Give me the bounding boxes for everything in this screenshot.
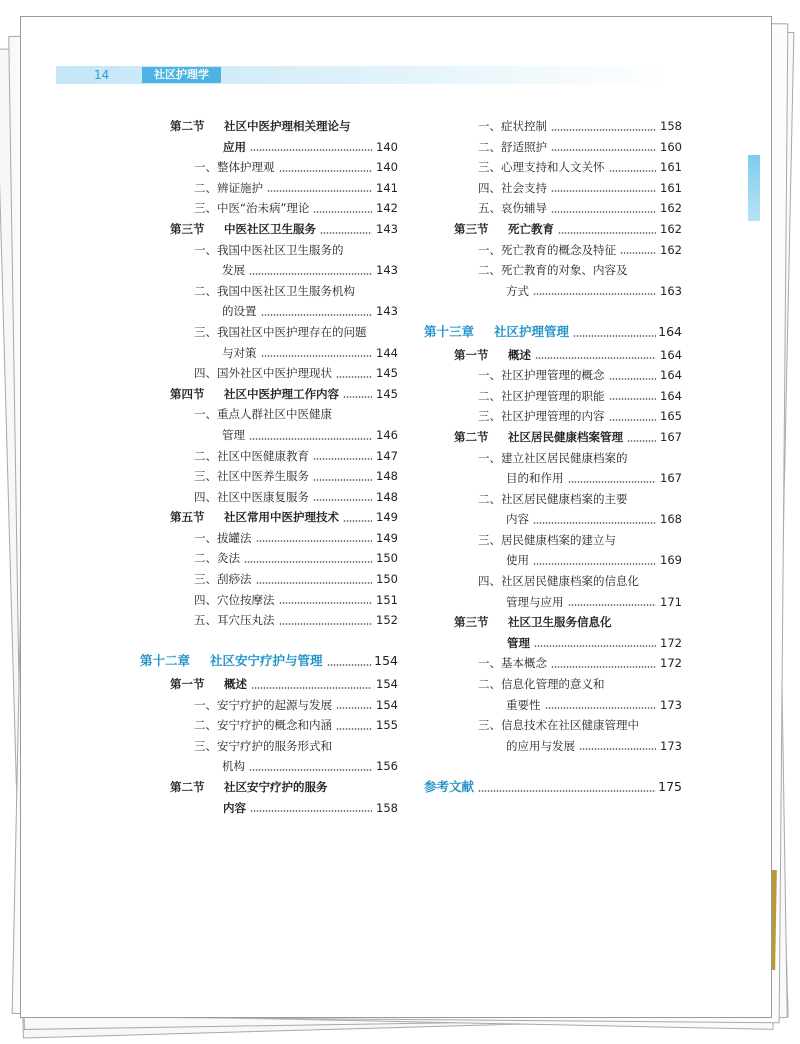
toc-entry-label: 使用	[506, 553, 529, 568]
toc-entry-number: 第一节	[454, 347, 489, 362]
toc-item-entry-continued[interactable]	[424, 281, 682, 302]
toc-page-number: 162	[658, 219, 682, 240]
toc-entry-number: 第二节	[454, 429, 489, 444]
toc-entry-number: 第十三章	[424, 323, 475, 339]
toc-section-entry-continued[interactable]	[140, 798, 398, 819]
toc-item-entry[interactable]	[424, 653, 682, 674]
toc-page-number: 162	[658, 198, 682, 219]
toc-item-entry-continued[interactable]	[140, 301, 398, 322]
toc-leader-dots	[256, 540, 372, 542]
toc-leader-dots	[320, 232, 372, 234]
toc-section-entry[interactable]	[424, 219, 682, 240]
toc-entry-number: 第三节	[454, 615, 489, 630]
toc-item-entry-continued[interactable]	[424, 550, 682, 571]
toc-page-number: 145	[374, 363, 398, 384]
toc-entry-label: 参考文献	[424, 779, 475, 794]
toc-page-number: 143	[374, 219, 398, 240]
toc-leader-dots	[313, 211, 372, 213]
toc-page-number: 148	[374, 487, 398, 508]
toc-section-entry-continued[interactable]	[424, 633, 682, 654]
toc-item-entry[interactable]	[140, 178, 398, 199]
toc-page-number: 171	[658, 592, 682, 613]
toc-leader-dots	[551, 666, 656, 668]
toc-page-number: 144	[374, 343, 398, 364]
toc-page-number: 152	[374, 610, 398, 631]
toc-leader-dots	[261, 355, 372, 357]
toc-entry-label: 社区常用中医护理技术	[224, 510, 339, 525]
toc-leader-dots	[533, 522, 656, 524]
toc-entry-label: 四、社区中医康复服务	[194, 489, 309, 504]
toc-leader-dots	[551, 149, 656, 151]
toc-page-number: 154	[372, 651, 398, 672]
toc-entry-label: 四、社区居民健康档案的信息化	[478, 574, 639, 589]
toc-item-entry[interactable]	[140, 322, 398, 343]
thumb-index-tab	[748, 155, 760, 221]
toc-page-number: 150	[374, 548, 398, 569]
toc-page-number: 155	[374, 715, 398, 736]
toc-leader-dots	[609, 170, 656, 172]
toc-leader-dots	[249, 769, 372, 771]
toc-page-number: 141	[374, 178, 398, 199]
toc-page-number: 149	[374, 507, 398, 528]
toc-entry-label: 社区中医护理工作内容	[224, 386, 339, 401]
toc-leader-dots	[609, 419, 656, 421]
toc-entry-label: 社区卫生服务信息化	[508, 615, 612, 630]
toc-leader-dots	[534, 645, 656, 647]
toc-leader-dots	[609, 378, 656, 380]
toc-entry-label: 五、耳穴压丸法	[194, 613, 275, 628]
toc-leader-dots	[535, 357, 656, 359]
toc-page-number: 161	[658, 157, 682, 178]
toc-entry-label: 社区中医护理相关理论与	[224, 119, 351, 133]
toc-entry-label: 概述	[224, 677, 247, 692]
toc-leader-dots	[551, 129, 656, 131]
toc-entry-label: 的应用与发展	[506, 738, 575, 753]
toc-page-number: 149	[374, 528, 398, 549]
toc-leader-dots	[609, 398, 656, 400]
toc-entry-label: 一、基本概念	[478, 656, 547, 671]
toc-section-entry[interactable]	[140, 507, 398, 528]
toc-leader-dots	[343, 396, 372, 398]
toc-item-entry[interactable]	[140, 240, 398, 261]
toc-entry-label: 二、舒适照护	[478, 139, 547, 154]
toc-page-number: 145	[374, 384, 398, 405]
toc-chapter-entry[interactable]	[424, 322, 682, 343]
toc-leader-dots	[313, 499, 372, 501]
toc-entry-number: 第五节	[170, 510, 205, 525]
toc-leader-dots	[313, 479, 372, 481]
toc-chapter-entry[interactable]	[140, 651, 398, 672]
toc-section-entry[interactable]	[424, 345, 682, 366]
toc-page-number: 168	[658, 509, 682, 530]
toc-page-number: 164	[656, 322, 682, 343]
toc-item-entry[interactable]	[140, 548, 398, 569]
toc-entry-label: 一、建立社区居民健康档案的	[478, 450, 628, 465]
toc-entry-label: 社区居民健康档案管理	[508, 429, 623, 444]
toc-leader-dots	[256, 582, 372, 584]
toc-item-entry[interactable]	[140, 695, 398, 716]
toc-item-entry[interactable]	[140, 198, 398, 219]
toc-leader-dots	[336, 376, 372, 378]
toc-entry-label: 概述	[508, 347, 531, 362]
toc-item-entry[interactable]	[424, 157, 682, 178]
toc-item-entry-continued[interactable]	[140, 425, 398, 446]
toc-entry-label: 二、死亡教育的对象、内容及	[478, 263, 628, 278]
toc-page-number: 142	[374, 198, 398, 219]
toc-item-entry[interactable]	[424, 386, 682, 407]
toc-leader-dots	[249, 438, 372, 440]
toc-entry-label: 一、拔罐法	[194, 530, 252, 545]
toc-page-number: 167	[658, 427, 682, 448]
toc-page-number: 154	[374, 695, 398, 716]
toc-page-number: 156	[374, 756, 398, 777]
toc-entry-label: 与对策	[222, 345, 257, 360]
toc-page-number: 160	[658, 137, 682, 158]
toc-leader-dots	[336, 707, 372, 709]
toc-section-entry[interactable]	[140, 384, 398, 405]
toc-entry-label: 管理	[222, 427, 245, 442]
toc-item-entry[interactable]	[140, 569, 398, 590]
toc-page-number: 143	[374, 260, 398, 281]
toc-item-entry-continued[interactable]	[140, 756, 398, 777]
toc-page-number: 173	[658, 695, 682, 716]
toc-entry-label: 三、刮痧法	[194, 572, 252, 587]
toc-item-entry[interactable]	[140, 157, 398, 178]
toc-entry-number: 第十二章	[140, 653, 191, 669]
toc-item-entry-continued[interactable]	[424, 468, 682, 489]
toc-section-entry[interactable]	[424, 612, 682, 633]
toc-item-entry[interactable]	[140, 590, 398, 611]
toc-page-number: 163	[658, 281, 682, 302]
toc-item-entry[interactable]	[424, 406, 682, 427]
toc-item-entry[interactable]	[140, 281, 398, 302]
toc-entry-label: 中医社区卫生服务	[224, 221, 316, 236]
toc-item-entry[interactable]	[424, 198, 682, 219]
toc-item-entry[interactable]	[140, 363, 398, 384]
toc-page-number: 162	[658, 240, 682, 261]
toc-entry-label: 一、重点人群社区中医健康	[194, 407, 332, 422]
toc-entry-label: 一、症状控制	[478, 119, 547, 133]
toc-entry-label: 二、辨证施护	[194, 180, 263, 195]
toc-page-number: 140	[374, 157, 398, 178]
toc-entry-label: 二、信息化管理的意义和	[478, 677, 605, 692]
toc-item-entry[interactable]	[424, 571, 682, 592]
toc-entry-label: 五、哀伤辅导	[478, 201, 547, 216]
toc-entry-label: 二、我国中医社区卫生服务机构	[194, 283, 355, 298]
toc-item-entry[interactable]	[424, 178, 682, 199]
toc-entry-label: 应用	[223, 139, 246, 154]
toc-entry-number: 第二节	[170, 780, 205, 794]
toc-entry-label: 方式	[506, 283, 529, 298]
toc-page-number: 169	[658, 550, 682, 571]
toc-item-entry[interactable]	[140, 466, 398, 487]
toc-entry-number: 第三节	[170, 221, 205, 236]
toc-entry-label: 二、社区中医健康教育	[194, 448, 309, 463]
toc-entry-label: 死亡教育	[508, 221, 554, 236]
toc-leader-dots	[336, 728, 372, 730]
toc-item-entry[interactable]	[140, 404, 398, 425]
toc-chapter-entry[interactable]	[424, 777, 682, 798]
toc-page-number: 167	[658, 468, 682, 489]
toc-page-number: 173	[658, 736, 682, 757]
toc-item-entry-continued[interactable]	[424, 509, 682, 530]
toc-page-number: 161	[658, 178, 682, 199]
toc-leader-dots	[244, 561, 372, 563]
toc-page-number: 146	[374, 425, 398, 446]
toc-entry-label: 二、灸法	[194, 551, 240, 566]
toc-page-number: 164	[658, 365, 682, 386]
toc-item-entry[interactable]	[140, 446, 398, 467]
toc-entry-label: 一、死亡教育的概念及特征	[478, 242, 616, 257]
toc-entry-label: 三、社区护理管理的内容	[478, 409, 605, 424]
toc-leader-dots	[545, 707, 656, 709]
toc-page-number: 175	[656, 777, 682, 798]
toc-entry-label: 二、社区护理管理的职能	[478, 388, 605, 403]
toc-page-number: 164	[658, 345, 682, 366]
toc-leader-dots	[267, 190, 372, 192]
toc-leader-dots	[551, 190, 656, 192]
toc-section-entry[interactable]	[140, 777, 398, 798]
toc-entry-label: 的设置	[222, 304, 257, 319]
toc-item-entry-continued[interactable]	[424, 736, 682, 757]
toc-item-entry[interactable]	[140, 487, 398, 508]
toc-leader-dots	[568, 604, 656, 606]
toc-entry-label: 目的和作用	[506, 471, 564, 486]
toc-page-number: 158	[374, 798, 398, 819]
toc-entry-label: 机构	[222, 759, 245, 774]
toc-entry-label: 一、社区护理管理的概念	[478, 368, 605, 383]
toc-page-number: 150	[374, 569, 398, 590]
toc-item-entry[interactable]	[424, 448, 682, 469]
toc-entry-label: 三、中医“治未病”理论	[194, 201, 310, 216]
toc-page-number: 154	[374, 674, 398, 695]
toc-page-number: 143	[374, 301, 398, 322]
toc-section-entry[interactable]	[424, 427, 682, 448]
toc-item-entry[interactable]	[140, 736, 398, 757]
toc-item-entry[interactable]	[140, 715, 398, 736]
toc-entry-label: 三、我国社区中医护理存在的问题	[194, 324, 367, 339]
toc-section-entry-continued[interactable]	[140, 137, 398, 158]
toc-leader-dots	[579, 748, 656, 750]
toc-entry-label: 三、心理支持和人文关怀	[478, 160, 605, 175]
toc-entry-number: 第一节	[170, 677, 205, 692]
toc-entry-number: 第三节	[454, 221, 489, 236]
toc-item-entry[interactable]	[424, 260, 682, 281]
toc-item-entry-continued[interactable]	[424, 592, 682, 613]
toc-leader-dots	[533, 293, 656, 295]
toc-leader-dots	[343, 520, 372, 522]
toc-leader-dots	[250, 810, 372, 812]
toc-item-entry-continued[interactable]	[140, 343, 398, 364]
toc-page-number: 151	[374, 590, 398, 611]
toc-item-entry[interactable]	[424, 489, 682, 510]
toc-leader-dots	[261, 314, 372, 316]
toc-leader-dots	[478, 790, 656, 792]
toc-leader-dots	[573, 335, 656, 337]
toc-leader-dots	[250, 149, 372, 151]
toc-page-number: 172	[658, 633, 682, 654]
toc-leader-dots	[533, 563, 656, 565]
toc-leader-dots	[279, 623, 372, 625]
toc-section-entry[interactable]	[140, 674, 398, 695]
toc-item-entry-continued[interactable]	[140, 260, 398, 281]
toc-leader-dots	[279, 602, 372, 604]
toc-column-left	[140, 116, 398, 818]
toc-page-number: 147	[374, 446, 398, 467]
toc-entry-label: 四、社会支持	[478, 180, 547, 195]
toc-page-number: 172	[658, 653, 682, 674]
toc-leader-dots	[558, 232, 656, 234]
toc-item-entry[interactable]	[424, 137, 682, 158]
toc-entry-label: 三、社区中医养生服务	[194, 469, 309, 484]
toc-entry-label: 三、信息技术在社区健康管理中	[478, 718, 639, 733]
toc-entry-label: 一、整体护理观	[194, 160, 275, 175]
toc-item-entry[interactable]	[424, 530, 682, 551]
toc-leader-dots	[620, 252, 656, 254]
toc-section-entry[interactable]	[140, 116, 398, 137]
toc-entry-label: 社区安宁疗护与管理	[210, 653, 323, 669]
toc-leader-dots	[313, 458, 372, 460]
toc-entry-label: 一、我国中医社区卫生服务的	[194, 242, 344, 257]
toc-item-entry[interactable]	[424, 715, 682, 736]
toc-column-right	[424, 116, 682, 800]
toc-leader-dots	[249, 273, 372, 275]
toc-entry-label: 四、国外社区中医护理现状	[194, 366, 332, 381]
toc-item-entry[interactable]	[140, 528, 398, 549]
running-title: 社区护理学	[142, 67, 221, 83]
toc-leader-dots	[568, 481, 656, 483]
toc-entry-label: 内容	[223, 800, 246, 815]
toc-entry-label: 社区安宁疗护的服务	[224, 780, 328, 794]
toc-entry-label: 三、居民健康档案的建立与	[478, 532, 616, 547]
page-number: 14	[94, 68, 110, 82]
toc-leader-dots	[627, 440, 656, 442]
toc-entry-label: 四、穴位按摩法	[194, 592, 275, 607]
toc-entry-label: 三、安宁疗护的服务形式和	[194, 738, 332, 753]
toc-entry-label: 重要性	[506, 697, 541, 712]
toc-leader-dots	[251, 687, 372, 689]
toc-entry-label: 二、社区居民健康档案的主要	[478, 491, 628, 506]
toc-entry-label: 一、安宁疗护的起源与发展	[194, 697, 332, 712]
toc-entry-number: 第二节	[170, 119, 205, 133]
toc-entry-number: 第四节	[170, 386, 205, 401]
toc-item-entry[interactable]	[424, 365, 682, 386]
toc-entry-label: 内容	[506, 512, 529, 527]
toc-item-entry[interactable]	[424, 116, 682, 137]
toc-item-entry[interactable]	[424, 674, 682, 695]
toc-leader-dots	[551, 211, 656, 213]
toc-item-entry[interactable]	[140, 610, 398, 631]
toc-entry-label: 管理与应用	[506, 594, 564, 609]
toc-page-number: 140	[374, 137, 398, 158]
toc-page-number: 164	[658, 386, 682, 407]
toc-entry-label: 社区护理管理	[494, 323, 570, 339]
toc-item-entry-continued[interactable]	[424, 695, 682, 716]
toc-entry-label: 二、安宁疗护的概念和内涵	[194, 718, 332, 733]
toc-item-entry[interactable]	[424, 240, 682, 261]
toc-leader-dots	[327, 664, 372, 666]
toc-leader-dots	[279, 170, 372, 172]
toc-page-number: 148	[374, 466, 398, 487]
toc-entry-label: 管理	[507, 635, 530, 650]
toc-page-number: 158	[658, 116, 682, 137]
toc-entry-label: 发展	[222, 263, 245, 278]
toc-page-number: 165	[658, 406, 682, 427]
toc-section-entry[interactable]	[140, 219, 398, 240]
